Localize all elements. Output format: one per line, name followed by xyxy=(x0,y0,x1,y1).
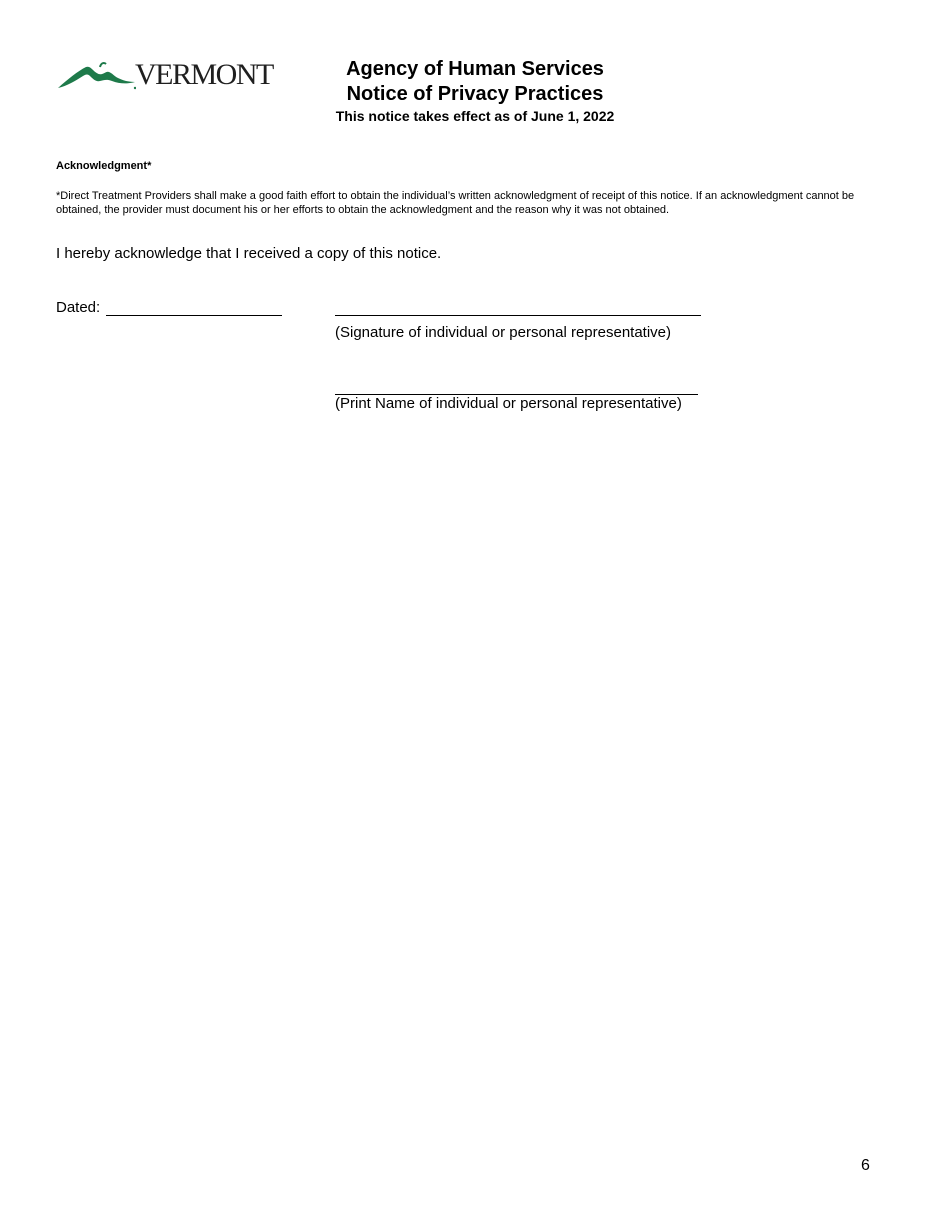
acknowledgment-statement: I hereby acknowledge that I received a copy of this notice. xyxy=(56,245,442,262)
acknowledgment-note: *Direct Treatment Providers shall make a good faith effort to obtain the individual’s written acknowledgment of receipt of this notice. If an acknowledgment cannot be obtained, the provider must document his or her efforts to obtain the acknowledgment and the reason why it was not obtained. xyxy=(56,190,855,216)
document-header xyxy=(300,57,650,125)
vermont-wordmark: VERMONT xyxy=(135,58,273,91)
dated-field[interactable] xyxy=(106,315,282,316)
acknowledgment-heading: Acknowledgment* xyxy=(56,160,152,172)
agency-title: Agency of Human Services xyxy=(346,58,604,80)
print-name-caption: (Print Name of individual or personal representative) xyxy=(335,395,682,412)
green-mountain-logo-icon xyxy=(56,55,136,97)
notice-title: Notice of Privacy Practices xyxy=(346,83,604,105)
vermont-logo xyxy=(56,55,271,97)
page-number: 6 xyxy=(861,1157,870,1174)
dated-label: Dated: xyxy=(56,299,101,316)
signature-caption: (Signature of individual or personal representative) xyxy=(335,324,672,341)
effective-date: This notice takes effect as of June 1, 2022 xyxy=(335,108,615,124)
signature-field[interactable] xyxy=(335,315,701,316)
